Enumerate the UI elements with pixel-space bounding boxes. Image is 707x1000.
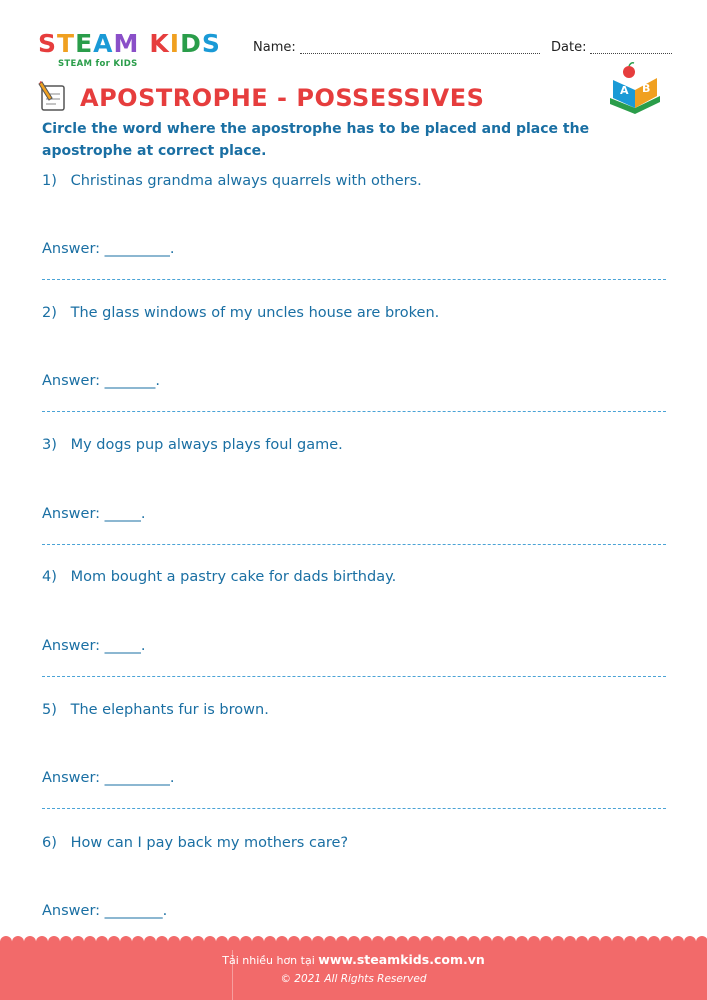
answer-2[interactable] — [42, 373, 160, 389]
answer-label: Answer: — [42, 506, 101, 522]
worksheet-title: APOSTROPHE - POSSESSIVES — [80, 84, 485, 112]
footer — [0, 942, 707, 1000]
logo-letter: M — [113, 29, 140, 58]
answer-1[interactable] — [42, 241, 175, 257]
answer-label: Answer: — [42, 241, 101, 257]
footer-site-link[interactable]: www.steamkids.com.vn — [318, 952, 485, 967]
question-text: My dogs pup always plays foul game. — [70, 437, 343, 453]
logo-letter: S — [38, 29, 58, 58]
question-number: 3) — [42, 437, 57, 453]
footer-copyright: © 2021 All Rights Reserved — [280, 973, 427, 985]
answer-blank[interactable]: _________. — [104, 241, 175, 257]
logo-letter: S — [201, 29, 221, 58]
name-label: Name: — [253, 40, 296, 55]
answer-label: Answer: — [42, 373, 101, 389]
answer-blank[interactable]: _________. — [104, 770, 175, 786]
answer-label: Answer: — [42, 770, 101, 786]
answer-6[interactable] — [42, 903, 167, 919]
date-label: Date: — [551, 40, 587, 55]
divider — [42, 808, 666, 809]
question-1 — [42, 173, 422, 189]
question-text: How can I pay back my mothers care? — [70, 835, 349, 851]
question-text: The elephants fur is brown. — [70, 702, 269, 718]
question-2 — [42, 305, 439, 321]
date-field[interactable] — [590, 53, 672, 54]
answer-label: Answer: — [42, 638, 101, 654]
question-text: Mom bought a pastry cake for dads birthday. — [70, 569, 397, 585]
answer-blank[interactable]: ________. — [104, 903, 168, 919]
divider — [42, 411, 666, 412]
footer-prefix: Tải nhiều hơn tại — [222, 954, 315, 967]
answer-5[interactable] — [42, 770, 175, 786]
answer-4[interactable] — [42, 638, 146, 654]
notepad-pencil-icon — [36, 80, 70, 114]
question-number: 2) — [42, 305, 57, 321]
answer-blank[interactable]: _____. — [104, 506, 146, 522]
divider — [42, 676, 666, 677]
logo-letter: A — [93, 29, 114, 58]
answer-3[interactable] — [42, 506, 146, 522]
question-number: 4) — [42, 569, 57, 585]
question-number: 5) — [42, 702, 57, 718]
divider — [42, 279, 666, 280]
question-4 — [42, 569, 396, 585]
question-number: 6) — [42, 835, 57, 851]
logo-letter: I — [169, 29, 181, 58]
logo-letter: E — [75, 29, 94, 58]
logo-subtitle: STEAM for KIDS — [58, 59, 138, 69]
answer-blank[interactable]: _____. — [104, 638, 146, 654]
logo-letter: T — [57, 29, 76, 58]
question-text: Christinas grandma always quarrels with others. — [70, 173, 422, 189]
steam-kids-logo — [38, 30, 238, 70]
logo-letter: K — [149, 29, 170, 58]
svg-text:B: B — [642, 82, 651, 95]
question-number: 1) — [42, 173, 57, 189]
instructions: Circle the word where the apostrophe has to be placed and place the apostrophe at correct place. — [42, 121, 590, 159]
divider — [42, 544, 666, 545]
logo-letter: D — [180, 29, 202, 58]
abc-book-icon — [605, 60, 665, 115]
footer-site-line — [0, 952, 707, 967]
name-field[interactable] — [300, 53, 540, 54]
question-text: The glass windows of my uncles house are broken. — [70, 305, 440, 321]
question-6 — [42, 835, 348, 851]
logo-title — [38, 30, 238, 58]
question-5 — [42, 702, 269, 718]
answer-label: Answer: — [42, 903, 101, 919]
question-3 — [42, 437, 343, 453]
answer-blank[interactable]: _______. — [104, 373, 161, 389]
svg-text:A: A — [620, 84, 629, 97]
